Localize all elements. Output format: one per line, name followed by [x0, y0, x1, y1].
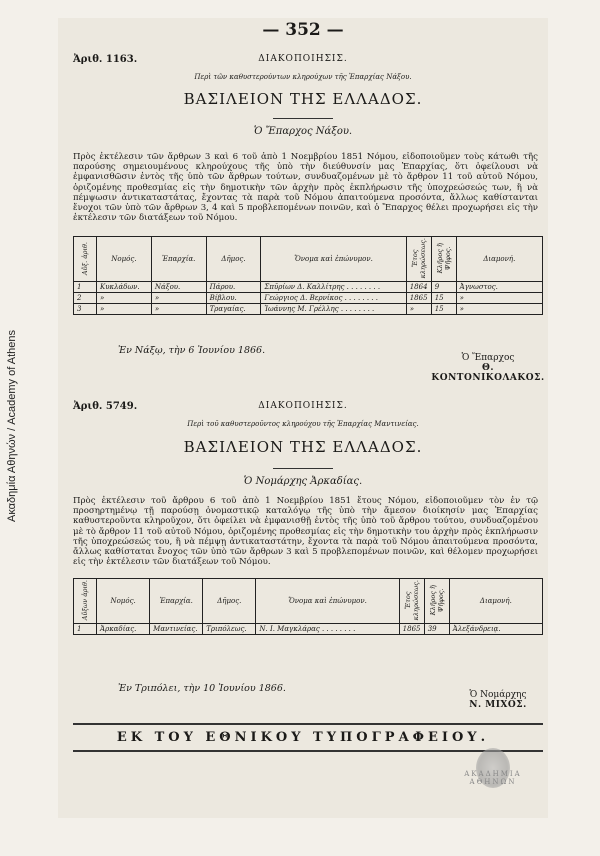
- table-cell: 2: [74, 293, 97, 304]
- table-cell: Κυκλάδων.: [97, 282, 152, 293]
- notice2-authority: Ὁ Νομάρχης Ἀρκαδίας.: [243, 476, 363, 487]
- col-header: Αὔξ. ἀριθ.: [74, 237, 97, 282]
- col-header: Διαμονή.: [449, 579, 542, 624]
- signer-title: Ὁ Νομάρχης: [469, 690, 527, 700]
- printer-footer: ΕΚ ΤΟΥ ΕΘΝΙΚΟΥ ΤΥΠΟΓΡΑΦΕΙΟΥ.: [116, 730, 490, 745]
- notice2-dateline: Ἐν Τριπόλει, τὴν 10 Ἰουνίου 1866.: [118, 683, 286, 694]
- col-header: Ὄνομα καὶ ἐπώνυμον.: [256, 579, 399, 624]
- col-header: Ἐπαρχία.: [150, 579, 203, 624]
- table-cell: 15: [431, 304, 456, 315]
- gazette-page: [58, 18, 548, 818]
- archive-credit: Ακαδημία Αθηνών / Academy of Athens: [6, 330, 18, 523]
- notice2-text: Πρὸς ἐκτέλεσιν τοῦ ἄρθρου 6 τοῦ ἀπὸ 1 Νοεμβρίου 1851 ἔτους Νόμου, εἰδοποιοῦμεν τὸν ἐν τῷ προσηρτημένῳ τῇ παρούσῃ ὀνομαστικῷ καταλόγῳ τῆς ὑπὸ τὴν ἄμεσον διοίκησίν μας Ἐπαρχίας καθυστεροῦντα κληροῦχον, ὅτι ὀφείλει νὰ ἐμφανισθῇ ἐντὸς τῆς ὑπὸ τοῦ ἄρθρου τούτου, συνδυαζομένου μὲ τὸ ἄρθρον 11 τοῦ αὐτοῦ Νόμου, ὁριζομένης προθεσμίας εἰς τὴν δημοτικὴν του ἀρχὴν πρὸς ἐκπλήρωσιν τῆς ὑποχρεώσεώς του, ἢ νὰ πέμψῃ ἀντικαταστάτην, ἔχοντα τὰ παρὰ τοῦ Νόμου ἀπαιτούμενα προσόντα, ἄλλως καθίσταται ἔνοχος τῶν ὑπὸ τῶν ἄρθρων 3 καὶ 5 προβλεπομένων ποινῶν, καὶ θέλομεν προχωρήσει εἰς τὴν ἐκτέλεσιν τῶν διατάξεων τοῦ Νόμου.: [73, 496, 538, 568]
- table-cell: 9: [431, 282, 456, 293]
- table-cell: 15: [431, 293, 456, 304]
- table-header-row: [74, 579, 543, 624]
- page-number: — 352 —: [262, 20, 344, 40]
- table-header-row: [74, 237, 543, 282]
- notice1-table: [73, 236, 543, 315]
- table-cell: 1864: [406, 282, 431, 293]
- table-row: [74, 624, 543, 635]
- table-cell: Πάρου.: [206, 282, 261, 293]
- col-header: Ὄνομα καὶ ἐπώνυμον.: [261, 237, 406, 282]
- col-header: Διαμονή.: [456, 237, 542, 282]
- col-header: Αὔξων ἀριθ.: [74, 579, 97, 624]
- table-cell: 1: [74, 282, 97, 293]
- table-cell: Σπῦρίων Δ. Καλλίτρης . . . . . . . .: [261, 282, 406, 293]
- table-cell: Νάξου.: [151, 282, 206, 293]
- notice2-signature: [448, 690, 548, 710]
- table-cell: Τραγαίας.: [206, 304, 261, 315]
- table-cell: »: [456, 304, 542, 315]
- footer-rule-top: [73, 723, 543, 725]
- notice2-number: Ἀριθ. 5749.: [73, 401, 138, 412]
- table-cell: »: [151, 304, 206, 315]
- table-cell: 1: [74, 624, 97, 635]
- col-header: Δῆμος.: [206, 237, 261, 282]
- notice1-kingdom: ΒΑΣΙΛΕΙΟΝ ΤΗΣ ΕΛΛΑΔΟΣ.: [183, 90, 423, 108]
- notice1-number: Ἀριθ. 1163.: [73, 54, 138, 65]
- notice1-signature: [428, 353, 548, 383]
- table-cell: Ἀρκαδίας.: [97, 624, 150, 635]
- notice1-authority: Ὁ Ἔπαρχος Νάξου.: [253, 126, 353, 137]
- table-cell: Μαντινείας.: [150, 624, 203, 635]
- col-header: Κλῆρος ἢ Ψῆφος.: [424, 579, 449, 624]
- notice1-text: Πρὸς ἐκτέλεσιν τῶν ἄρθρων 3 καὶ 6 τοῦ ἀπὸ 1 Νοεμβρίου 1851 Νόμου, εἰδοποιοῦμεν τοὺς κάτωθι τῆς παρούσης σημειουμένους κληρούχους τῆς ὑπὸ τὴν διεύθυνσίν μας Ἐπαρχίας, ὅτι ὀφείλουσι νὰ ἐμφανισθῶσιν ἐντὸς τῆς ὑπὸ τῶν ἄρθρων τούτων, συνδυαζομένων μὲ τὸ ἄρθρον 11 τοῦ αὐτοῦ Νόμου, ὁριζομένης προθεσμίας εἰς τὴν δημοτικὴν τῶν ἀρχὴν πρὸς ἐκπλήρωσιν τῆς ὑποχρεώσεώς των, ἢ νὰ πέμψωσιν ἀντικαταστάτας, ἔχοντας τὰ παρὰ τοῦ Νόμου ἀπαιτούμενα προσόντα, ἄλλως καθίστανται ἔνοχοι τῶν ὑπὸ τῶν ἄρθρων 3, 4 καὶ 5 προβλεπομένων ποινῶν, καὶ ὁ Ἔπαρχος θέλει προχωρήσει εἰς τὴν ἐκτέλεσιν τῶν διατάξεων τοῦ Νόμου.: [73, 152, 538, 224]
- col-header: Νομός.: [97, 237, 152, 282]
- divider: [273, 118, 333, 119]
- table-cell: Τριπόλεως.: [203, 624, 256, 635]
- signer-title: Ὁ Ἔπαρχος: [461, 353, 515, 363]
- col-header: Κλῆρος ἢ Ψῆφος.: [431, 237, 456, 282]
- col-header: Ἔτος κληρώσεως.: [406, 237, 431, 282]
- table-cell: 1865: [406, 293, 431, 304]
- notice2-table: [73, 578, 543, 635]
- table-cell: »: [406, 304, 431, 315]
- table-cell: Γεώργιος Δ. Βερνίκος . . . . . . . .: [261, 293, 406, 304]
- table-row: [74, 304, 543, 315]
- table-cell: Βίβλου.: [206, 293, 261, 304]
- col-header: Ἐπαρχία.: [151, 237, 206, 282]
- notice1-heading: ΔΙΑΚΟΠΟΙΗΣΙΣ.: [258, 54, 348, 64]
- col-header: Νομός.: [97, 579, 150, 624]
- notice2-subtitle: Περὶ τοῦ καθυστεροῦντος κληρούχου τῆς Ἐπαρχίας Μαντινείας.: [187, 420, 419, 428]
- table-cell: Ἰωάννης Μ. Γρέλλης . . . . . . . .: [261, 304, 406, 315]
- table-row: [74, 293, 543, 304]
- table-cell: »: [151, 293, 206, 304]
- notice2-kingdom: ΒΑΣΙΛΕΙΟΝ ΤΗΣ ΕΛΛΑΔΟΣ.: [183, 438, 423, 456]
- notice2-heading: ΔΙΑΚΟΠΟΙΗΣΙΣ.: [258, 401, 348, 411]
- table-cell: 3: [74, 304, 97, 315]
- stamp-label: ΑΚΑΔΗΜΙΑ ΑΘΗΝΩΝ: [464, 770, 522, 786]
- col-header: Ἔτος κληρώσεως.: [399, 579, 424, 624]
- signer-name: Ν. ΜΙΧΟΣ.: [469, 700, 527, 710]
- signer-name: Θ. ΚΟΝΤΟΝΙΚΟΛΑΚΟΣ.: [431, 363, 545, 383]
- table-cell: »: [97, 304, 152, 315]
- table-cell: 1865: [399, 624, 424, 635]
- divider: [273, 468, 333, 469]
- table-cell: Ν. Ι. Μαγκλάρας . . . . . . . .: [256, 624, 399, 635]
- notice1-subtitle: Περὶ τῶν καθυστερούντων κληρούχων τῆς Ἐπαρχίας Νάξου.: [194, 73, 412, 81]
- table-cell: Ἀγνωστος.: [456, 282, 542, 293]
- library-stamp: [448, 748, 538, 803]
- table-cell: 39: [424, 624, 449, 635]
- table-cell: »: [97, 293, 152, 304]
- table-row: [74, 282, 543, 293]
- notice1-dateline: Ἐν Νάξῳ, τὴν 6 Ἰουνίου 1866.: [118, 345, 266, 356]
- col-header: Δῆμος.: [203, 579, 256, 624]
- table-cell: »: [456, 293, 542, 304]
- table-cell: Ἀλεξάνδρειᾳ.: [449, 624, 542, 635]
